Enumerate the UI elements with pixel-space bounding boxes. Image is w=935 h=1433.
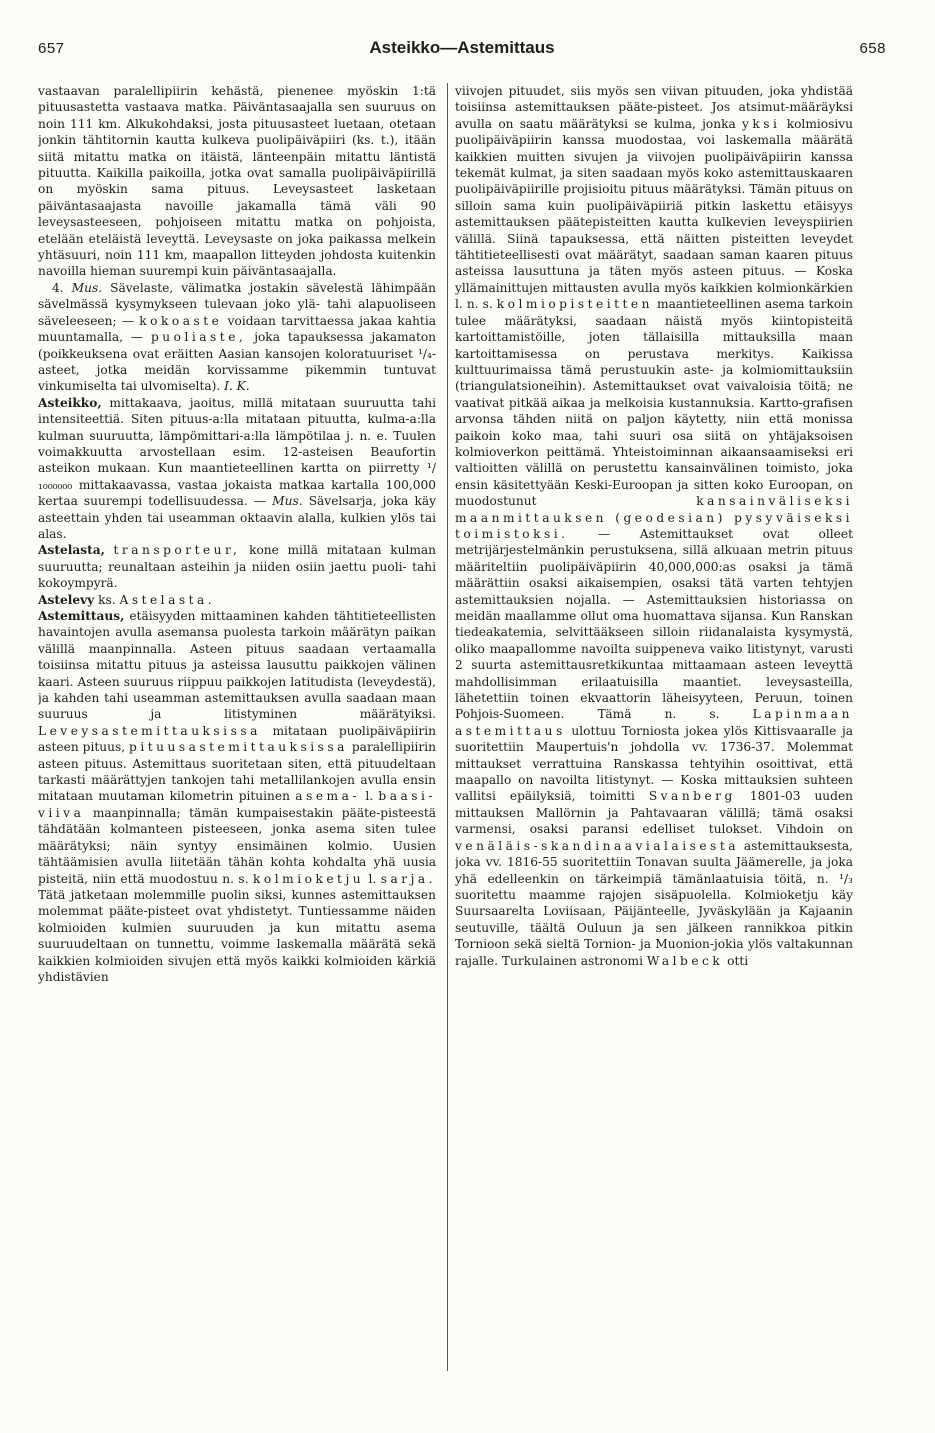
page-header: [38, 38, 886, 62]
entry-head: Astelevy: [38, 592, 95, 607]
entry-astelasta: Astelasta, transporteur, kone millä mitataan kulman suuruutta; reunaltaan asteihin ja niiden osiin jaettu puoli- tahi kokoympyrä.: [38, 543, 436, 591]
page-number-right: 658: [859, 40, 886, 57]
entry-astelevy: Astelevy ks. Astelasta.: [38, 592, 216, 607]
entry-head: Asteikko,: [38, 395, 102, 410]
signature: I. K.: [224, 379, 250, 394]
entry-asteikko: Asteikko, mittakaava, jaoitus, millä mitataan suuruutta tahi intensiteettiä. Siten pituus-a:lla mitataan pituutta, kulma-a:lla kulman suuruutta, lämpömittari-a:lla lämpötilaa j. n. e. Tuulen voimakkuutta arvostellaan esim. 12-asteisen Beaufortin asteikon mukaan. Kun maantieteellinen kartta on piirretty ¹/₁₀₀₀₀₀₀ mittakaavassa, vastaa jokaista matkaa kartalla 100,000 kertaa suurempi todellisuudessa. — Mus. Sävelsarja, joka käy asteettain yhden tai useamman oktaavin alalla, kulkien ylös tai alas.: [38, 395, 436, 541]
left-column: [38, 83, 436, 1403]
entry-head: Astemittaus,: [38, 609, 125, 623]
entry-astemittaus-cont: viivojen pituudet, siis myös sen viivan pituuden, joka yhdistää toisiinsa astemittauksen pääte-pisteet. Jos atsimut-määräyksi avulla on saatu määrätyksi se kulma, jonka yksi kolmiosivu puolipäiväpiirin kanssa muodostaa, voi laskemalla määrätä kaikkien muitten sivujen ja viivojen puolipäiväpiirin kanssa tekemät kulmat, ja siten saadaan myös koko astemittauskaaren puolipäiväpiirille projisioitu pituus määrätyksi. Tämän pituus on silloin sama kuin puolipäiväpiiriä pitkin laskettu etäisyys astemittauksen päätepisteitten kautta kulkevien leveyspiirien välillä. Siinä tapauksessa, että näitten pisteitten leveydet tähtitieteellisesti ovat määrätyt, saadaan saman kaaren pituus asteissa lausuttuna ja täten myös asteen pituus. — Koska yllämainittujen mittausten avulla myös kaikkien kolmionkärkien l. n. s. kolmiopisteitten maantieteellinen asema tarkoin tulee määrätyksi, saadaan näistä myös kiintopisteitä kartoittamistöille, joten tällaisilla mittauksilla maan kartoittamisessa on perustava merkitys. Kaikissa kulttuurimaissa tämä perustuukin aste- ja kolmiomittauksiin (triangulatsioneihin). Astemittaukset ovat vaivaloisia töitä; ne vaativat pitkää aikaa ja melkoisia kustannuksia. Kartto-grafisen arvonsa tähden niitä on paljon käytetty, niin että monissa paikoin koko maa, tahi suuri osa siitä on yhtäjaksoisen kolmioverkon peittämä. Yhteistoiminnan aikaansaamiseksi eri valtioitten välillä on perustettu kansainvälinen toimisto, joka ensin käsitettyään Keski-Euroopan ja sitten koko Euroopan, on muodostunut kansainväliseksi maanmittauksen (geodesian) pysyväiseksi toimistoksi. — Astemittaukset ovat olleet metrijärjestelmänkin perustuksena, sillä alkuaan metrin pituus määriteltiin puolipäiväpiirin 40,000,000:as osaksi ja tämä määrättiin osaksi aikaisempien, osaksi tätä varten tehtyjen astemittauksien nojalla. — Astemittauksien historiassa on meidän maallamme ollut oma huomattava sijansa. Kun Ranskan tiedeakatemia, selvittääkseen silloin riidanalaista kysymystä, oliko maapallomme navoilta suippeneva vaiko litistynyt, varusti 2 suurta astemittausretkikuntaa mittaamaan asteen leveyttä mahdollisimman erilaatuisilla maantiet. leveysasteilla, lähetettiin toinen ekvaattorin läheisyyteen, Peruun, toinen Pohjois-Suomeen. Tämä n. s. Lapinmaan astemittaus ulottuu Torniosta jokea ylös Kittisvaaralle ja suoritettiin Maupertuis'n johdolla vv. 1736-37. Molemmat mittaukset verrattuina Ranskassa tehtyihin osoittivat, että maapallo on navoilta litistynyt. — Koska mittauksien suhteen vallitsi epäilyksiä, toimitti Svanberg 1801-03 uuden mittauksen Mallörnin ja Pahtavaaran välillä; tämä osaksi varmensi, osaksi paransi edelliset tulokset. Vihdoin on venäläis-skandinaavialaisesta astemittauksesta, joka vv. 1816-55 suoritettiin Tonavan suulta Jäämerelle, ja joka yhä edelleenkin on tärkeimpiä tämänlaatuisia töitä, n. ¹/₃ suoritettu maamme rajojen sisäpuolella. Kolmioketju käy Suursaarelta Loviisaan, Päijänteelle, Jyväskylään ja Kajaanin seutuville, täältä Ouluun ja sen jälkeen rannikkoa pitkin Tornioon sekä sieltä Tornion- ja Muonion-jokia ylös valtakunnan rajalle. Turkulainen astronomi Walbeck otti: [455, 84, 853, 968]
paragraph-asteikko-4-mus: 4. Mus. Sävelaste, välimatka jostakin sävelestä lähimpään sävelmässä kysymykseen tulevaan joko ylä- tahi alapuoliseen säveleeseen; — kokoaste voidaan tarvittaessa jakaa kahtia muuntamalla, — puoliaste, joka tapauksessa jakamaton (poikkeuksena ovat eräitten Aasian kansojen koloratuuriset ¹/₄-asteet, jotka meidän korvissamme pikemmin tuntuvat vinkumiselta tai ulvomiselta). I. K.: [38, 280, 436, 394]
right-column: [455, 83, 853, 1403]
page-number-left: 657: [38, 40, 65, 57]
running-title: Asteikko—Astemittaus: [369, 38, 555, 57]
entry-astemittaus: Astemittaus, etäisyyden mittaaminen kahden tähtitieteellisten havaintojen avulla asemansa puolesta tarkoin määrätyn paikan välillä maanpinnalla. Asteen pituus saadaan vertaamalla toisiinsa mitattu pituus ja asteissa lausuttu paikkojen välinen kaari. Asteen suuruus riippuu paikkojen latitudista (leveydestä), ja kahden tahi useamman astemittauksen avulla saadaan maan suuruus ja litistyminen määrätyiksi. Leveysastemittauksissa mitataan puolipäiväpiirin asteen pituus, pituusastemittauksissa paralellipiirin asteen pituus. Astemittaus suoritetaan siten, että pituudeltaan tarkasti määrättyjen tankojen tahi metallilankojen avulla ensin mitataan muutaman kilometrin pituinen asema- l. baasi-viiva maanpinnalla; tämän kumpaisestakin pääte-pisteestä tähdätään kolmanteen pisteeseen, jonka asema siten tulee määrätyksi; näin syntyy ensimäinen kolmio. Uusien tähtäämisien avulla liitetään tähän kohta kohdalta yhä uusia pisteitä, niin että muodostuu n. s. kolmioketju l. sarja. Tätä jatketaan molemmille puolin siksi, kunnes astemittauksen molemmat pääte-pisteet ovat yhdistetyt. Tuntiessamme näiden kolmioiden kulmien suuruuden ja kun mitattu asema suuruudeltaan on tunnettu, voimme laskemalla määrätä sekä kaikkien kolmioiden sivujen että myös kaikki kolmioiden kärkiä yhdistävien: [38, 609, 436, 984]
paragraph-pituusaste-cont: vastaavan paralellipiirin kehästä, pienenee myöskin 1:tä pituusastetta vastaava matka. Päiväntasaajalla sen suuruus on noin 111 km. Alkukohdaksi, josta pituusasteet luetaan, otetaan jonkin tähtitornin kautta kulkeva puolipäiväpiiri (ks. t.), itään siitä mitattu matka on itäistä, länteenpäin mitattu läntistä pituutta. Kaikilla paikoilla, jotka ovat samalla puolipäiväpiirillä on myöskin sama pituus. Leveysasteet lasketaan päiväntasaajasta navoille jakamalla tämä väli 90 leveysasteeseen, pohjoiseen mitattu matka on pohjoista, etelään eteläistä leveyttä. Leveysaste on joka paikassa melkein yhtäsuuri, noin 111 km, maapallon litteyden johdosta kuitenkin navoilla hieman suurempi kuin päiväntasaajalla.: [38, 84, 436, 279]
entry-head: Astelasta,: [38, 543, 105, 558]
column-divider: [447, 83, 448, 1371]
